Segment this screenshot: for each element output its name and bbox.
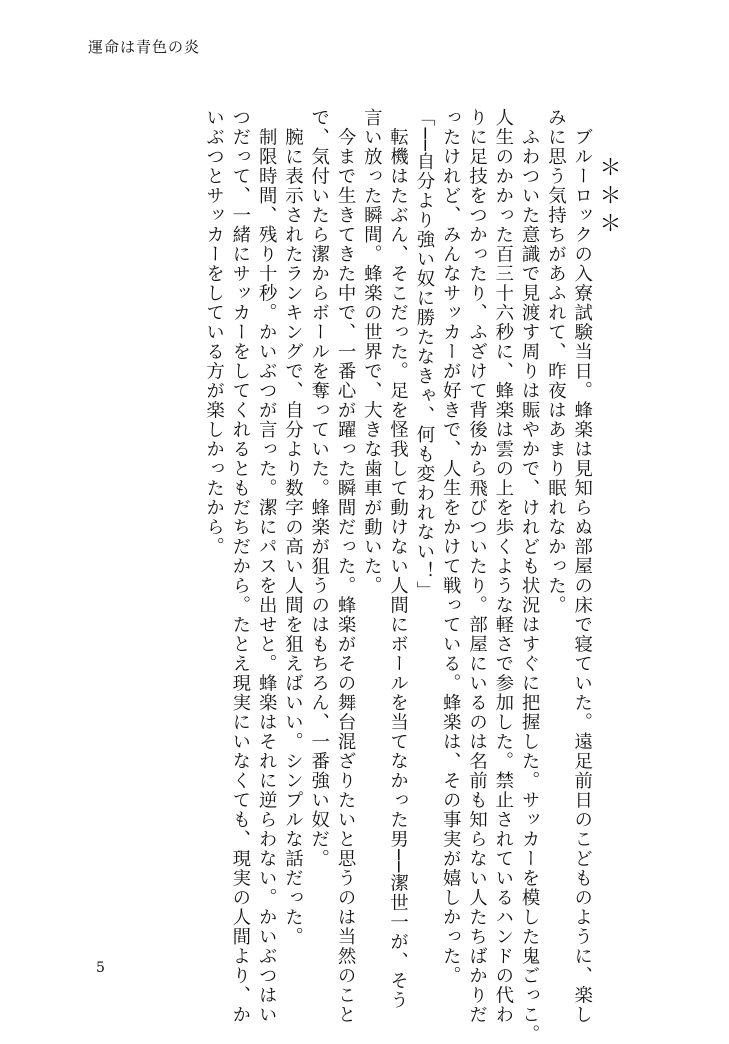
text-line: ったけれど、みんなサッカーが好きで、人生をかけて戦っている。蜂楽は、その事実が嬉しかった。 xyxy=(440,108,462,986)
text-line: ブルーロックの入寮試験当日。蜂楽は見知らぬ部屋の床で寝ていた。遠足前日のこどものように、楽し xyxy=(571,108,593,1025)
running-header-title: 運命は青色の炎 xyxy=(88,38,201,56)
text-line: ふわついた意識で見渡す周りは賑やかで、けれども状況はすぐに把握した。サッカーを模した鬼ごっこ。 xyxy=(519,108,541,1044)
text-line: 腕に表示されたランキングで、自分より数字の高い人間を狙えばいい。シンプルな話だった。 xyxy=(282,108,304,947)
text-line: 転機はたぶん、そこだった。足を怪我して動けない人間にボールを当てなかった男──潔世一が、そう xyxy=(387,108,409,1010)
body-text xyxy=(200,108,621,1044)
scene-break: ＊＊＊ xyxy=(596,128,621,240)
text-line: りに足技をつかったり、ふざけて背後から飛びついたり。部屋にいるのは名前も知らない人たちばかりだ xyxy=(466,108,488,1025)
dialogue-line: 「──自分より強い奴に勝たなきゃ、何も変われない！」 xyxy=(413,108,435,601)
text-line: 制限時間、残り十秒。かいぶつが言った。潔にパスを出せと。蜂楽はそれに逆らわない。かいぶつはい xyxy=(256,108,278,1025)
text-line: つだって、一緒にサッカーをしてくれるともだちだから。たとえ現実にいなくても、現実の人間より、か xyxy=(229,108,251,1025)
text-line: 今まで生きてきた中で、一番心が躍った瞬間だった。蜂楽がその舞台混ざりたいと思うのは当然のこと xyxy=(335,108,357,1025)
text-line: で、気付いたら潔からボールを奪っていた。蜂楽が狙うのはもちろん、一番強い奴だ。 xyxy=(308,108,330,869)
text-line: 人生のかかった百三十六秒に、蜂楽は雲の上を歩くような軽さで参加した。禁止されているハンドの代わ xyxy=(492,108,514,1025)
text-line: 言い放った瞬間。蜂楽の世界で、大きな歯車が動いた。 xyxy=(361,108,383,596)
text-line: みに思う気持ちがあふれて、昨夜はあまり眠れなかった。 xyxy=(545,108,567,615)
text-line: いぶつとサッカーをしている方が楽しかったから。 xyxy=(203,108,225,557)
page-number: 5 xyxy=(96,960,105,976)
